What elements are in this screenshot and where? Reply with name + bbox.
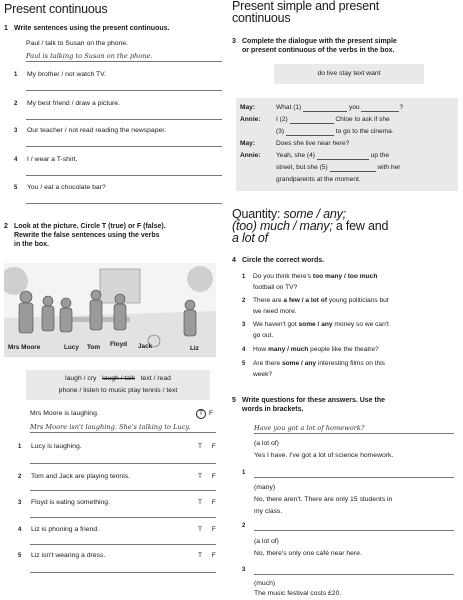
question-line-2[interactable] bbox=[254, 530, 454, 531]
dialogue-line: grandparents at the moment. bbox=[276, 176, 361, 183]
picture-label-floyd: Floyd bbox=[110, 341, 128, 348]
exercise-1-number: 1 bbox=[4, 25, 8, 32]
answer-line[interactable] bbox=[30, 572, 216, 573]
exercise-3-instruction: 3 Complete the dialogue with the present simple or present continuous of the verbs in the box. bbox=[232, 38, 397, 54]
true-false-choice[interactable]: T F bbox=[198, 526, 220, 533]
blank-1[interactable] bbox=[303, 105, 347, 112]
exercise-2-item: 3 Floyd is eating something. bbox=[18, 499, 110, 506]
answer-line-5[interactable] bbox=[26, 203, 222, 204]
exercise-5-hint: (many) bbox=[254, 484, 276, 491]
false-choice[interactable]: F bbox=[209, 410, 218, 417]
answer-line bbox=[254, 433, 454, 434]
exercise-1-item: 2 My best friend / draw a picture. bbox=[14, 100, 120, 107]
answer-line-3[interactable] bbox=[26, 146, 222, 147]
verb-word-box-line-2: phone / listen to music play tennis / text bbox=[58, 387, 178, 394]
word-choice[interactable]: a few / a lot of bbox=[283, 297, 328, 304]
true-false-choice[interactable]: T F bbox=[198, 473, 220, 480]
word-choice[interactable]: some / any bbox=[298, 321, 333, 328]
exercise-5-answer: my class. bbox=[254, 508, 283, 515]
exercise-4-item: 5 Are there some / any interesting films on this week? bbox=[242, 360, 385, 378]
dialogue-line: May: What (1) you ? bbox=[240, 104, 404, 111]
answer-line-2[interactable] bbox=[26, 119, 222, 120]
section-title-quantity: Quantity: some / any; (too) much / many; a few and a lot of bbox=[232, 207, 389, 245]
picture-label-lucy: Lucy bbox=[64, 344, 79, 351]
exercise-5-instruction: 5 Write questions for these answers. Use the words in brackets. bbox=[232, 397, 386, 413]
exercise-1-instruction: 1 Write sentences using the present continuous. bbox=[4, 25, 170, 32]
blank-5[interactable] bbox=[330, 165, 376, 172]
exercise-5-item-number: 3 bbox=[242, 567, 246, 573]
exercise-2-item: 2 Tom and Jack are playing tennis. bbox=[18, 473, 130, 480]
true-false-choice bbox=[196, 409, 217, 419]
blank-2[interactable] bbox=[290, 117, 334, 124]
true-false-choice[interactable]: T F bbox=[198, 552, 220, 559]
exercise-1-item: 4 I / wear a T-shirt. bbox=[14, 156, 78, 163]
exercise-4-item: 2 There are a few / a lot of young politicians but we need more. bbox=[242, 297, 389, 315]
exercise-5-item-number: 1 bbox=[242, 470, 246, 476]
picture-label-tom: Tom bbox=[87, 344, 101, 351]
word-choice[interactable]: some / any bbox=[281, 360, 317, 367]
exercise-5-item-number: 2 bbox=[242, 523, 246, 529]
blank-3[interactable] bbox=[286, 129, 334, 136]
dialogue-line: May: Does she live near here? bbox=[240, 140, 350, 147]
section-title-present-simple-continuous: Present simple and present continuous bbox=[232, 0, 379, 25]
exercise-1-example-answer: Paul is talking to Susan on the phone. bbox=[26, 52, 153, 60]
word-choice[interactable]: many / much bbox=[268, 346, 309, 353]
exercise-5-example-hint: (a lot of) bbox=[254, 440, 279, 447]
exercise-2-item: 1 Lucy is laughing. bbox=[18, 443, 82, 450]
picture-label-mrs-moore: Mrs Moore bbox=[8, 344, 41, 351]
picture-label-liz: Liz bbox=[190, 345, 199, 352]
answer-line[interactable] bbox=[30, 463, 216, 464]
true-choice-circled[interactable]: T bbox=[196, 409, 206, 419]
dialogue-line: (3) to go to the cinema. bbox=[276, 128, 394, 135]
picture-label-jack: Jack bbox=[138, 343, 153, 350]
blank-1b[interactable] bbox=[361, 105, 399, 112]
exercise-1-item: 5 You / eat a chocolate bar? bbox=[14, 184, 106, 191]
exercise-3-word-box-text: do live stay text want bbox=[317, 70, 381, 77]
dialogue-line: Annie: Yeah, she (4) up the bbox=[240, 152, 390, 159]
dialogue-line: street, but she (5) with her bbox=[276, 164, 401, 171]
answer-line-4[interactable] bbox=[26, 175, 222, 176]
exercise-4-instruction: 4 Circle the correct words. bbox=[232, 257, 325, 264]
word-choice[interactable]: too many / too much bbox=[312, 273, 378, 280]
question-line-3[interactable] bbox=[254, 574, 454, 575]
dialogue-line: Annie: I (2) Chloe to ask if she bbox=[240, 116, 390, 123]
exercise-2-example-answer: Mrs Moore isn't laughing. She's talking to Lucy. bbox=[30, 423, 191, 431]
exercise-5-example-answer: Yes I have. I've got a lot of science homework. bbox=[254, 452, 394, 459]
blank-4[interactable] bbox=[317, 153, 369, 160]
question-line-1[interactable] bbox=[254, 477, 454, 478]
answer-line[interactable] bbox=[30, 517, 216, 518]
exercise-5-answer: No, there aren't. There are only 15 students in bbox=[254, 496, 393, 503]
exercise-5-answer: No, there's only one café near here. bbox=[254, 550, 362, 557]
exercise-5-answer: The music festival costs £20. bbox=[254, 590, 342, 597]
answer-line[interactable] bbox=[30, 544, 216, 545]
answer-line[interactable] bbox=[30, 490, 216, 491]
exercise-1-item: 1 My brother / not watch TV. bbox=[14, 71, 106, 78]
exercise-2-number: 2 bbox=[4, 223, 8, 230]
exercise-2-example-sentence: Mrs Moore is laughing. bbox=[30, 410, 99, 417]
true-false-choice[interactable]: T F bbox=[198, 499, 220, 506]
answer-line-1[interactable] bbox=[26, 90, 222, 91]
exercise-5-hint: (a lot of) bbox=[254, 538, 279, 545]
exercise-5-hint: (much) bbox=[254, 580, 276, 587]
exercise-4-item: 4 How many / much people like the theatre? bbox=[242, 346, 379, 353]
answer-line bbox=[30, 432, 216, 433]
section-title-present-continuous: Present continuous bbox=[4, 2, 108, 16]
exercise-4-item: 1 Do you think there's too many / too much football on TV? bbox=[242, 273, 378, 291]
true-false-choice[interactable]: T F bbox=[198, 443, 220, 450]
exercise-1-item: 3 Our teacher / not read reading the newspaper. bbox=[14, 127, 167, 134]
exercise-4-item: 3 We haven't got some / any money so we can't go out. bbox=[242, 321, 389, 339]
exercise-2-instruction: 2 Look at the picture. Circle T (true) or F (false). Rewrite the false sentences using the verbs in the box. bbox=[4, 223, 166, 248]
exercise-2-item: 5 Liz isn't wearing a dress. bbox=[18, 552, 106, 559]
exercise-1-example-prompt: Paul / talk to Susan on the phone. bbox=[26, 40, 129, 47]
answer-line bbox=[26, 61, 222, 62]
illustration-people-in-park bbox=[4, 263, 216, 357]
exercise-2-item: 4 Liz is phoning a friend. bbox=[18, 526, 100, 533]
exercise-5-example-question: Have you got a lot of homework? bbox=[254, 424, 365, 432]
verb-word-box-line-1: laugh / cry laugh / talk text / read bbox=[65, 375, 171, 382]
